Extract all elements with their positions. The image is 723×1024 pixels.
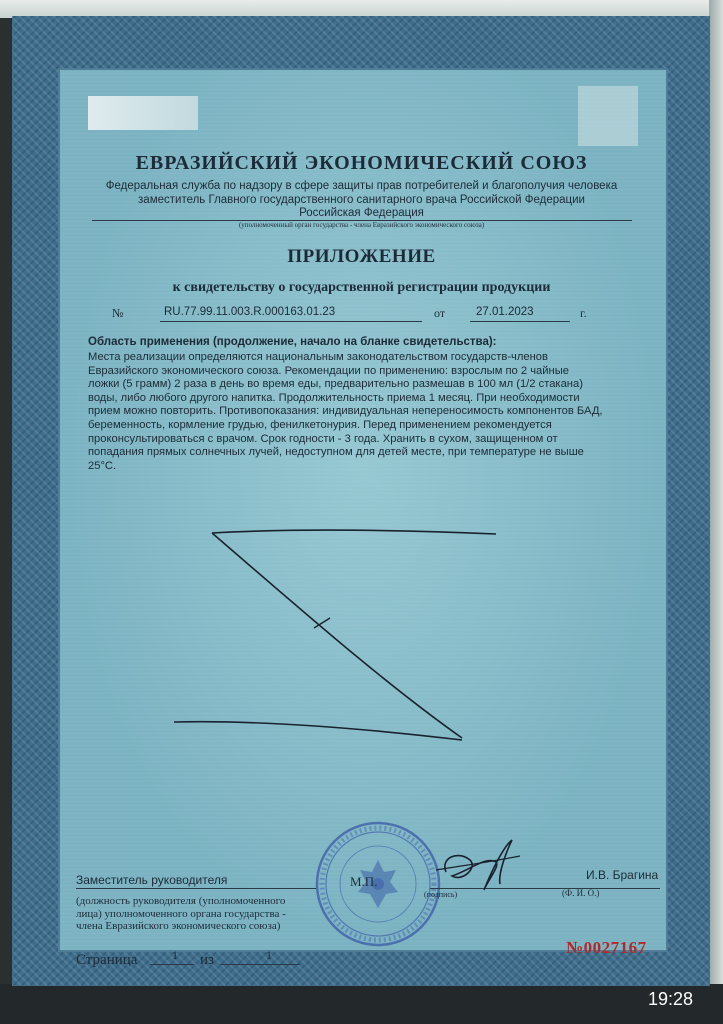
- scope-line: проконсультироваться с врачом. Срок годности - 3 года. Хранить в сухом, защищенном от: [88, 432, 558, 445]
- signer-name-caption: (Ф. И. О.): [562, 888, 600, 898]
- role-note-line: (должность руководителя (уполномоченного: [76, 895, 286, 907]
- union-title: ЕВРАЗИЙСКИЙ ЭКОНОМИЧЕСКИЙ СОЮЗ: [135, 152, 588, 174]
- agency-line-1: Федеральная служба по надзору в сфере защиты прав потребителей и благополучия человека: [105, 180, 618, 192]
- scope-heading: Область применения (продолжение, начало на бланке свидетельства):: [88, 336, 497, 348]
- scope-line: воды, либо любого другого напитка. Продолжительность приема 1 месяц. При необходимости: [88, 391, 580, 404]
- signer-name: И.В. Брагина: [586, 868, 659, 882]
- certificate-number: RU.77.99.11.003.R.000163.01.23: [164, 306, 336, 318]
- signature-caption: (подпись): [424, 890, 458, 899]
- page-label: Страница: [76, 952, 138, 968]
- scope-line: попадания прямых солнечных лучей, недоступном для детей месте, при температуре не выше: [88, 446, 584, 459]
- scope-line: прием можно повторить. Противопоказания: индивидуальная непереносимость компонентов БАД,: [88, 405, 603, 418]
- role-note-line: лица) уполномоченного органа государства -: [76, 907, 286, 920]
- page-of-label: из: [200, 952, 214, 968]
- appendix-title: ПРИЛОЖЕНИЕ: [287, 246, 436, 267]
- seal-place-label: М.П.: [350, 874, 378, 889]
- status-bar-clock: 19:28: [648, 989, 694, 1009]
- role-note-line: члена Евразийского экономического союза): [76, 920, 281, 932]
- number-label: №: [112, 306, 124, 320]
- page-total: 1: [266, 948, 272, 962]
- page-current: 1: [172, 948, 178, 962]
- scope-line: 25°С.: [88, 459, 117, 472]
- agency-line-2: заместитель Главного государственного санитарного врача Российской Федерации: [138, 193, 585, 206]
- certificate-date: 27.01.2023: [476, 306, 534, 318]
- year-suffix: г.: [580, 306, 587, 320]
- date-from-label: от: [434, 306, 446, 320]
- scope-line: Евразийского экономического союза. Рекомендации по применению: взрослым по 2 чайные: [88, 364, 569, 377]
- scope-line: Места реализации определяются национальным законодательством государств-членов: [88, 351, 548, 363]
- position-title: Заместитель руководителя: [76, 873, 228, 887]
- scope-line: беременность, кормление грудью, фенилкетонурия. Перед применением рекомендуется: [88, 418, 552, 431]
- authority-caption: (уполномоченный орган государства - члена Евразийского экономического союза): [238, 221, 485, 229]
- page-total-underline: [220, 964, 300, 965]
- role-note: [76, 895, 346, 933]
- serial-number: №0027167: [566, 938, 647, 957]
- page-current-underline: [150, 964, 194, 965]
- agency-line-3: Российская Федерация: [299, 207, 424, 219]
- scope-line: ложки (5 грамм) 2 раза в день во время еды, предварительно размешав в 100 мл (1/2 стакана): [88, 378, 583, 391]
- appendix-subtitle: к свидетельству о государственной регистрации продукции: [172, 280, 551, 295]
